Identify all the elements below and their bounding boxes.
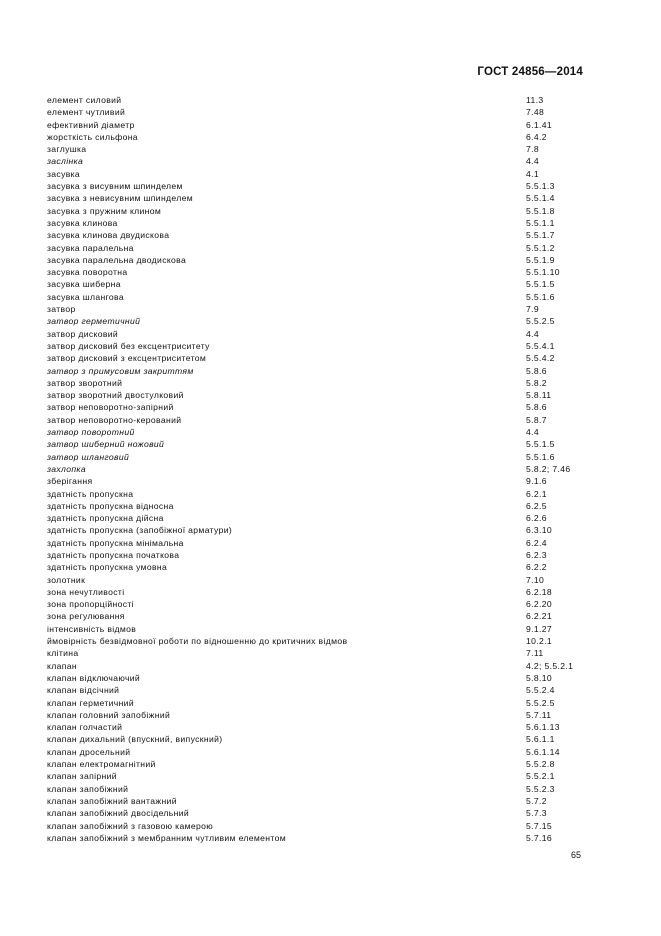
index-entry — [47, 377, 607, 389]
index-term: засувка шиберна — [47, 279, 121, 290]
index-term: засувка з пружним клином — [47, 205, 162, 216]
index-entry — [47, 401, 607, 413]
index-term: клапан відключаючий — [47, 672, 141, 683]
index-term: інтенсивність відмов — [47, 623, 137, 634]
index-reference: 5.5.1.10 — [526, 267, 560, 278]
index-term: клапан запірний — [47, 771, 117, 782]
index-term: затвор герметичний — [47, 316, 141, 327]
index-reference: 9.1.6 — [526, 476, 547, 487]
index-entry — [47, 451, 607, 463]
index-entry — [47, 635, 607, 647]
index-reference: 5.5.4.2 — [526, 353, 555, 364]
index-term: затвор дисковий з ексцентриситетом — [47, 353, 207, 364]
index-reference: 5.8.11 — [526, 390, 552, 401]
index-entry — [47, 758, 607, 770]
index-term: зона регулювання — [47, 611, 125, 622]
index-term: зона нечутливості — [47, 586, 125, 597]
index-term: затвор зворотний — [47, 377, 123, 388]
index-reference: 4.2; 5.5.2.1 — [526, 660, 574, 671]
index-term: засувка клинова — [47, 217, 118, 228]
index-reference: 5.5.1.1 — [526, 217, 555, 228]
index-reference: 7.9 — [526, 304, 539, 315]
index-term: заслінка — [47, 156, 84, 167]
index-entry — [47, 352, 607, 364]
index-reference: 6.3.10 — [526, 525, 552, 536]
index-reference: 6.2.5 — [526, 500, 547, 511]
index-entry — [47, 746, 607, 758]
index-term: затвор з примусовим закриттям — [47, 365, 194, 376]
index-term: затвор неповоротно-керований — [47, 414, 182, 425]
index-reference: 5.5.1.6 — [526, 291, 555, 302]
index-reference: 5.7.16 — [526, 832, 552, 843]
index-entry — [47, 820, 607, 832]
index-reference: 5.8.2; 7.46 — [526, 463, 571, 474]
index-reference: 5.5.1.6 — [526, 451, 555, 462]
index-reference: 6.2.3 — [526, 549, 547, 560]
index-reference: 5.5.2.5 — [526, 316, 555, 327]
index-term: клапан дихальний (впускний, випускний) — [47, 734, 223, 745]
index-term: засувка — [47, 168, 81, 179]
index-term: здатність пропускна мінімальна — [47, 537, 184, 548]
index-term: клапан запобіжний з газовою камерою — [47, 820, 214, 831]
index-entry — [47, 266, 607, 278]
index-reference: 5.5.1.4 — [526, 193, 555, 204]
index-term: клапан запобіжний двосідельний — [47, 808, 189, 819]
index-entry — [47, 192, 607, 204]
index-reference: 5.5.2.1 — [526, 771, 555, 782]
index-entry — [47, 389, 607, 401]
index-term: затвор поворотний — [47, 427, 135, 438]
index-reference: 5.5.4.1 — [526, 340, 555, 351]
index-reference: 5.8.10 — [526, 672, 552, 683]
index-term: засувка поворотна — [47, 267, 128, 278]
index-term: зона пропорційності — [47, 599, 134, 610]
index-term: клапан голчастий — [47, 722, 123, 733]
index-reference: 5.7.3 — [526, 808, 547, 819]
index-reference: 5.7.2 — [526, 795, 547, 806]
index-reference: 7.8 — [526, 144, 539, 155]
index-entry — [47, 315, 607, 327]
index-entry — [47, 229, 607, 241]
index-reference: 5.5.1.3 — [526, 181, 555, 192]
index-reference: 5.6.1.1 — [526, 734, 555, 745]
index-entry — [47, 623, 607, 635]
index-entry — [47, 697, 607, 709]
index-term: затвор дисковий — [47, 328, 119, 339]
index-term: засувка паралельна дводискова — [47, 254, 187, 265]
index-term: засувка шлангова — [47, 291, 125, 302]
index-reference: 4.4 — [526, 328, 539, 339]
index-term: засувка з невисувним шпинделем — [47, 193, 194, 204]
index-entry — [47, 438, 607, 450]
index-reference: 9.1.27 — [526, 623, 552, 634]
index-entry — [47, 340, 607, 352]
index-entry — [47, 217, 607, 229]
index-term: клапан запобіжний з мембранним чутливим елементом — [47, 832, 286, 843]
index-entry — [47, 807, 607, 819]
index-entry — [47, 463, 607, 475]
index-entry — [47, 795, 607, 807]
index-reference: 5.8.2 — [526, 377, 547, 388]
index-term: ймовірність безвідмовної роботи по відношенню до критичних відмов — [47, 636, 348, 647]
index-reference: 5.5.1.9 — [526, 254, 555, 265]
index-term: затвор шиберний ножовий — [47, 439, 165, 450]
index-term: здатність пропускна відносна — [47, 500, 174, 511]
index-term: захлопка — [47, 463, 86, 474]
index-term: клапан електромагнітний — [47, 759, 156, 770]
index-entry — [47, 549, 607, 561]
index-term: затвор — [47, 304, 76, 315]
index-reference: 5.6.1.14 — [526, 746, 560, 757]
index-entry — [47, 205, 607, 217]
index-entry — [47, 709, 607, 721]
index-entry — [47, 500, 607, 512]
index-reference: 6.2.6 — [526, 513, 547, 524]
index-entry — [47, 586, 607, 598]
index-term: здатність пропускна дійсна — [47, 513, 164, 524]
index-reference: 5.8.6 — [526, 365, 547, 376]
index-term: жорсткість сильфона — [47, 131, 138, 142]
index-entry — [47, 684, 607, 696]
index-reference: 4.4 — [526, 156, 539, 167]
index-entry — [47, 660, 607, 672]
index-entry — [47, 647, 607, 659]
index-term: клапан герметичний — [47, 697, 134, 708]
index-reference: 5.5.2.4 — [526, 685, 555, 696]
index-reference: 5.8.6 — [526, 402, 547, 413]
index-entry — [47, 414, 607, 426]
index-term: здатність пропускна — [47, 488, 134, 499]
index-term: клапан відсічний — [47, 685, 120, 696]
index-entry — [47, 770, 607, 782]
index-term: засувка з висувним шпинделем — [47, 181, 183, 192]
index-entry — [47, 168, 607, 180]
index-entry — [47, 106, 607, 118]
index-reference: 6.4.2 — [526, 131, 547, 142]
index-entry — [47, 832, 607, 844]
index-entry — [47, 561, 607, 573]
index-reference: 5.7.11 — [526, 709, 552, 720]
index-term: елемент силовий — [47, 95, 122, 105]
index-reference: 4.1 — [526, 168, 539, 179]
index-term: засувка клинова двудискова — [47, 230, 170, 241]
index-reference: 5.6.1.13 — [526, 722, 560, 733]
index-reference: 5.5.1.5 — [526, 439, 555, 450]
index-reference: 6.2.21 — [526, 611, 552, 622]
index-term: заглушка — [47, 144, 87, 155]
index-term: затвор шланговий — [47, 451, 130, 462]
index-entry — [47, 131, 607, 143]
index-entry — [47, 610, 607, 622]
index-term: засувка паралельна — [47, 242, 134, 253]
index-entry — [47, 143, 607, 155]
index-entry — [47, 254, 607, 266]
index-entry — [47, 94, 607, 106]
index-reference: 7.11 — [526, 648, 544, 659]
index-reference: 11.3 — [526, 95, 544, 105]
index-term: затвор зворотний двостулковий — [47, 390, 184, 401]
index-entry — [47, 475, 607, 487]
index-reference: 6.2.4 — [526, 537, 547, 548]
index-term: здатність пропускна умовна — [47, 562, 168, 573]
index-entry — [47, 303, 607, 315]
index-term: ефективний діаметр — [47, 119, 135, 130]
index-entry — [47, 278, 607, 290]
index-reference: 6.2.2 — [526, 562, 547, 573]
index-entry — [47, 733, 607, 745]
index-term: клапан запобіжний вантажний — [47, 795, 177, 806]
index-entry — [47, 180, 607, 192]
index-term: клапан — [47, 660, 77, 671]
index-entry — [47, 783, 607, 795]
index-entry — [47, 328, 607, 340]
index-entry — [47, 537, 607, 549]
index-term: здатність пропускна (запобіжної арматури) — [47, 525, 233, 536]
index-reference: 5.8.7 — [526, 414, 547, 425]
index-reference: 5.5.1.7 — [526, 230, 555, 241]
index-entry — [47, 291, 607, 303]
index-term: клапан запобіжний — [47, 783, 129, 794]
index-reference: 6.1.41 — [526, 119, 552, 130]
index-reference: 6.2.20 — [526, 599, 552, 610]
index-entry — [47, 574, 607, 586]
index-reference: 10.2.1 — [526, 636, 552, 647]
index-term: зберігання — [47, 476, 93, 487]
index-entry — [47, 598, 607, 610]
index-reference: 5.5.1.5 — [526, 279, 555, 290]
page-number: 65 — [570, 850, 581, 860]
index-entry — [47, 119, 607, 131]
index-entry — [47, 512, 607, 524]
index-entry — [47, 672, 607, 684]
index-entry — [47, 155, 607, 167]
index-term: здатність пропускна початкова — [47, 549, 180, 560]
index-term: елемент чутливий — [47, 107, 126, 118]
index-reference: 5.5.1.8 — [526, 205, 555, 216]
index-term: затвор дисковий без ексцентриситету — [47, 340, 210, 351]
index-entry — [47, 242, 607, 254]
index-reference: 5.5.1.2 — [526, 242, 555, 253]
index-entry — [47, 365, 607, 377]
index-reference: 7.10 — [526, 574, 545, 585]
index-reference: 6.2.1 — [526, 488, 547, 499]
term-index-list — [47, 94, 607, 844]
index-reference: 7.48 — [526, 107, 545, 118]
index-entry — [47, 488, 607, 500]
index-term: клапан головний запобіжний — [47, 709, 171, 720]
index-entry — [47, 426, 607, 438]
index-reference: 5.5.2.5 — [526, 697, 555, 708]
index-term: клапан дросельний — [47, 746, 131, 757]
index-term: золотник — [47, 574, 86, 585]
index-reference: 5.7.15 — [526, 820, 552, 831]
index-term: затвор неповоротно-запірний — [47, 402, 174, 413]
index-reference: 5.5.2.8 — [526, 759, 555, 770]
index-term: клітина — [47, 648, 79, 659]
index-reference: 5.5.2.3 — [526, 783, 555, 794]
index-entry — [47, 524, 607, 536]
index-reference: 4.4 — [526, 427, 539, 438]
index-entry — [47, 721, 607, 733]
document-header: ГОСТ 24856—2014 — [477, 66, 583, 78]
index-reference: 6.2.18 — [526, 586, 552, 597]
